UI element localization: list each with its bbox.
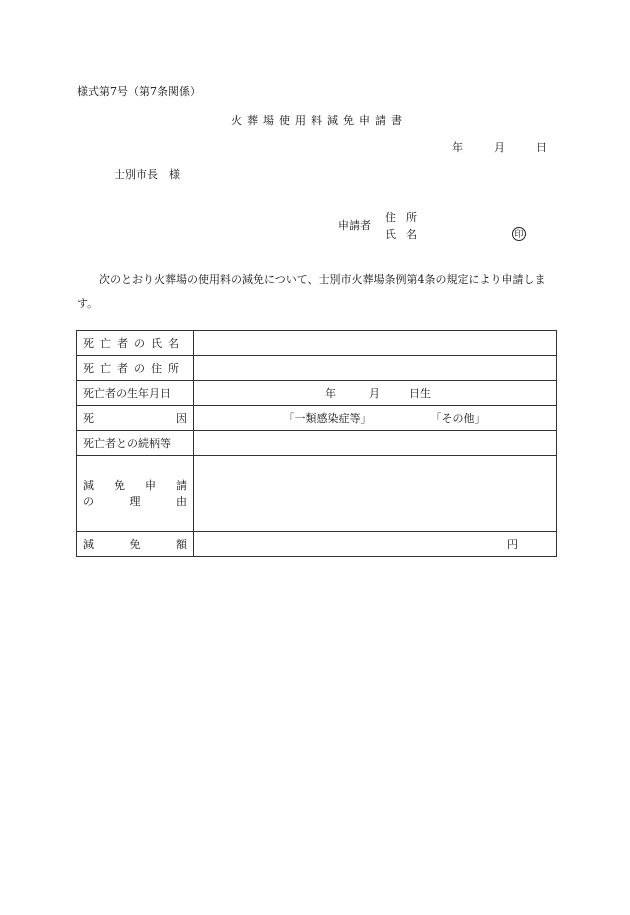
relationship-label: 死亡者との続柄等 (77, 431, 194, 456)
table-row (77, 381, 557, 406)
cause-of-death-field[interactable] (194, 406, 557, 431)
seal-mark: 印 (512, 227, 526, 241)
amount-char: 免 (129, 538, 141, 551)
form-number: 様式第7号（第7条関係） (77, 85, 201, 98)
cause-option-other[interactable]: 「その他」 (430, 412, 486, 425)
applicant-name-label: 氏名 (385, 228, 427, 241)
reduction-reason-field[interactable] (194, 456, 557, 532)
table-row (77, 532, 557, 557)
cause-option-infectious[interactable]: 「一類感染症等」 (283, 412, 372, 425)
table-row (77, 406, 557, 431)
birth-year-label: 年 (325, 387, 336, 400)
table-row (77, 456, 557, 532)
date-year-label: 年 (452, 141, 463, 154)
table-row (77, 331, 557, 356)
document-title: 火葬場使用料減免申請書 (231, 114, 407, 127)
reason-char: 減 (83, 478, 94, 492)
cause-label-part2: 因 (176, 412, 187, 425)
table-row (77, 431, 557, 456)
deceased-name-field[interactable] (194, 331, 557, 356)
birth-month-label: 月 (369, 387, 380, 400)
date-month-label: 月 (494, 141, 505, 154)
reduction-reason-label (77, 456, 194, 532)
birth-date-label: 死亡者の生年月日 (77, 381, 194, 406)
date-line (452, 141, 547, 155)
cause-of-death-label (77, 406, 194, 431)
reason-char: 請 (176, 478, 187, 492)
date-day-label: 日 (536, 141, 547, 154)
reason-char: の (83, 494, 94, 508)
reason-char: 免 (114, 478, 125, 492)
amount-char: 額 (176, 538, 187, 551)
addressee: 士別市長 様 (114, 168, 180, 181)
application-statement: 次のとおり火葬場の使用料の減免について、士別市火葬場条例第4条の規定により申請します。 (77, 273, 546, 310)
applicant-label: 申請者 (338, 219, 371, 232)
table-row (77, 356, 557, 381)
reduction-amount-label (77, 532, 194, 557)
cause-label-part1: 死 (83, 412, 94, 425)
deceased-name-label: 死亡者の氏名 (77, 331, 194, 356)
reason-char: 理 (129, 494, 141, 508)
reason-char: 由 (176, 494, 187, 508)
birth-date-field[interactable] (194, 381, 557, 406)
amount-char: 減 (83, 538, 94, 551)
deceased-address-field[interactable] (194, 356, 557, 381)
application-table (76, 330, 557, 557)
reason-char: 申 (145, 478, 156, 492)
birth-day-label: 日生 (409, 387, 431, 400)
reduction-amount-field[interactable]: 円 (194, 532, 557, 557)
relationship-field[interactable] (194, 431, 557, 456)
applicant-address-label: 住所 (385, 211, 427, 224)
deceased-address-label: 死亡者の住所 (77, 356, 194, 381)
